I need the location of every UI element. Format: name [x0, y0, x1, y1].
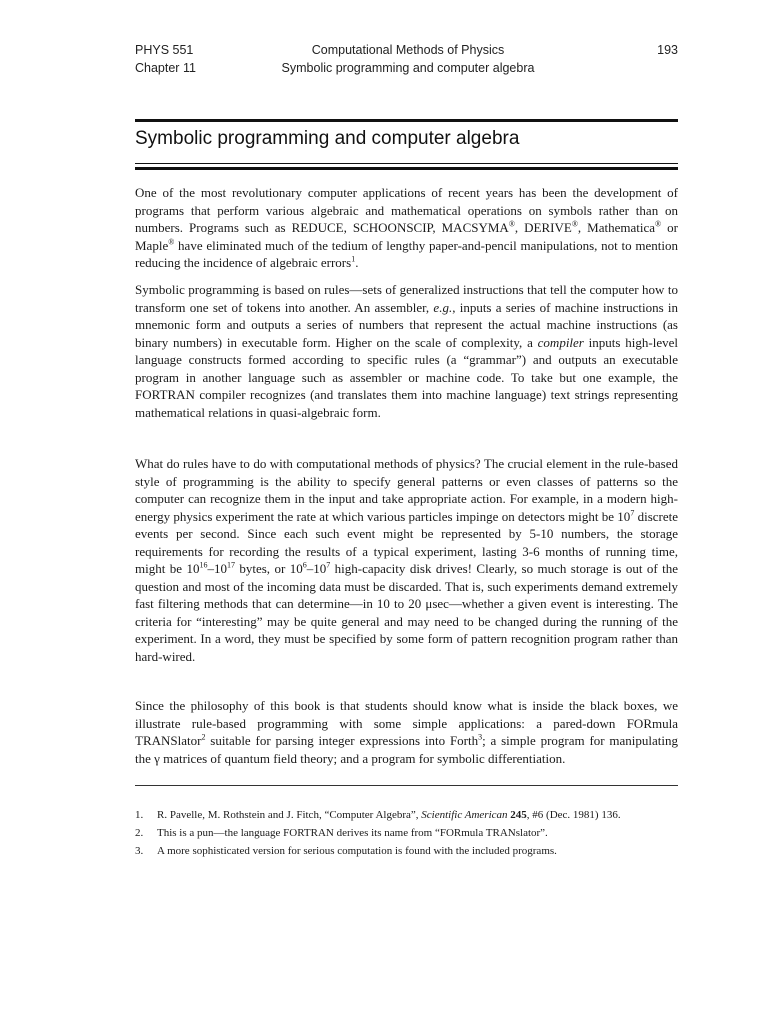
- header-left: [135, 41, 196, 77]
- paragraph-2: Symbolic programming is based on rules—sets of generalized instructions that tell the computer how to transform one set of tokens into another. An assembler, e.g., inputs a series of machine instructions in mnemonic form and outputs a series of numbers that represent the actual machine instructions (as binary numbers) in executable form. Higher on the scale of complexity, a compiler inputs high-level language constructs formed according to specific rules (a “grammar”) and outputs an executable program in another language such as assembler or machine code. To take but one example, the FORTRAN compiler recognizes (and translates them into machine language) text strings representing mathematical relations in quasi-algebraic form.: [135, 282, 679, 420]
- title-rule-top: [135, 119, 678, 122]
- page-number: 193: [657, 43, 678, 57]
- footnote-2: 2. This is a pun—the language FORTRAN derives its name from “FORmula TRANslator”.: [135, 827, 548, 839]
- footnote-ref-3: 3: [478, 732, 483, 742]
- footnote-ref-1: 1: [351, 254, 356, 264]
- book-title: Computational Methods of Physics: [311, 43, 505, 57]
- chapter-title: Symbolic programming and computer algebra: [281, 61, 535, 75]
- course-code: PHYS 551: [135, 43, 194, 57]
- title-rule-bottom-2: [135, 167, 678, 170]
- footnote-separator: [135, 785, 678, 786]
- header-center: [270, 41, 546, 77]
- paragraph-4: Since the philosophy of this book is that students should know what is inside the black boxes, we illustrate rule-based programming with some simple applications: a pared-down FORmula TRANSlator$^2$ suitable for parsing integer expressions into Forth$^3$; a simple program for manipulating the γ matrices of quantum field theory; and a program for symbolic differentiation.: [135, 698, 679, 766]
- footnote-ref-2: 2: [201, 732, 206, 742]
- footnotes: [135, 808, 678, 862]
- footnote-3: 3. A more sophisticated version for serious computation is found with the included programs.: [135, 845, 557, 857]
- title-rule-bottom-1: [135, 163, 678, 164]
- footnote-1: 1. R. Pavelle, M. Rothstein and J. Fitch, “Computer Algebra”, Scientific American 245, #6 (Dec. 1981) 136.: [135, 809, 621, 821]
- chapter-label: Chapter 11: [135, 61, 196, 75]
- section-title: Symbolic programming and computer algebra: [135, 128, 520, 149]
- paragraph-3: What do rules have to do with computational methods of physics? The crucial element in the rule-based style of programming is the ability to specify general patterns or even classes of patterns so the computer can recognize them in the input and take appropriate action. For example, in a modern high-energy physics experiment the rate at which various particles impinge on detectors might be $10^7$ discrete events per second. Since each such event might be represented by 5-10 numbers, the storage requirements for recording the results of a typical experiment, lasting 3-6 months of running time, might be $10^{16}-10^{17}$ bytes, or $10^6-10^7$ high-capacity disk drives! Clearly, so much storage is out of the question and most of the incoming data must be discarded. That is, such experiments demand extremely fast filtering methods that can determine—in 10 to 20 μsec—whether a given event is interesting. The criteria for “interesting” may be quite general and may need to be changed during the running of the experiment. In a word, they must be specified by some form of pattern recognition program rather than hard-wired.: [135, 456, 679, 664]
- paragraph-1: One of the most revolutionary computer applications of recent years has been the development of programs that perform various algebraic and mathematical operations on symbols rather than on numbers. Programs such as REDUCE, SCHOONSCIP, MACSYMA®, DERIVE®, Mathematica® or Maple® have eliminated much of the tedium of lengthy paper-and-pencil manipulations, not to mention reducing the incidence of algebraic errors$^1$.: [135, 185, 678, 270]
